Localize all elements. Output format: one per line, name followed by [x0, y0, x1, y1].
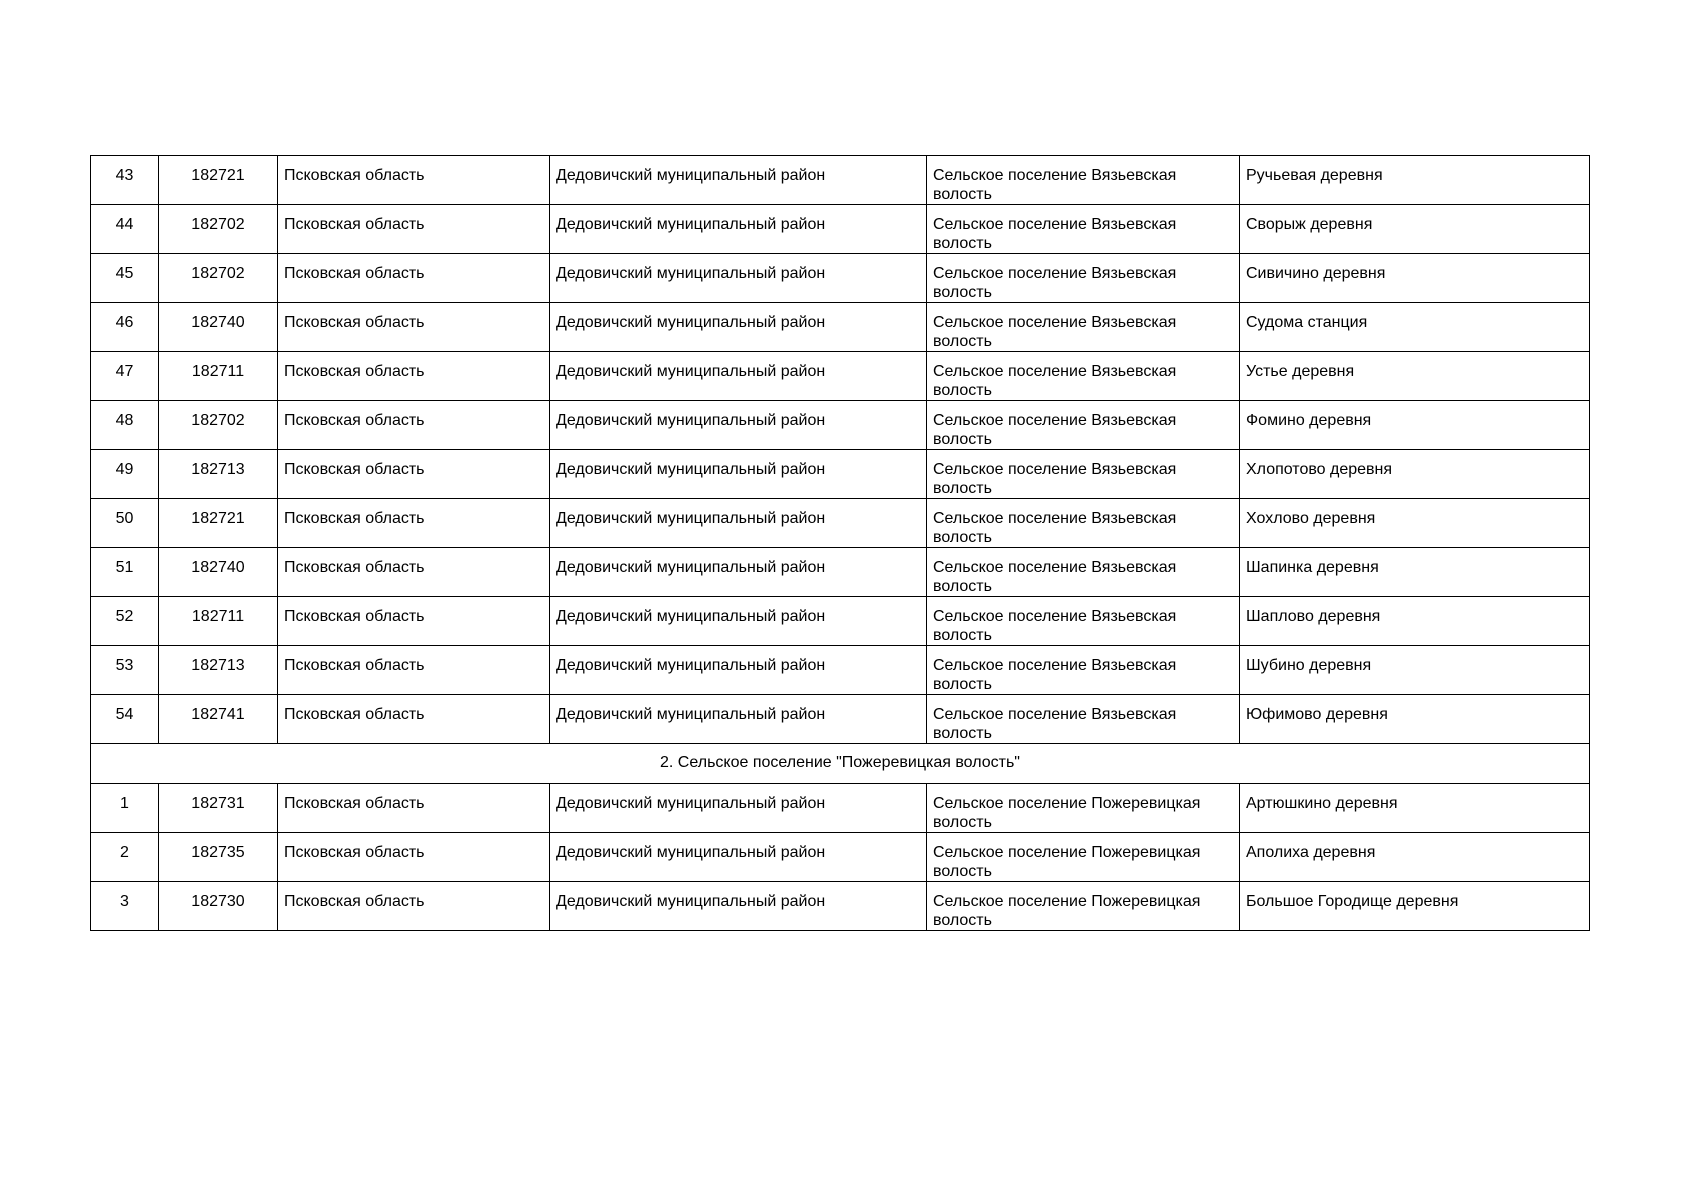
- row-number: 1: [91, 784, 159, 833]
- postal-code: 182711: [159, 597, 278, 646]
- district-cell: Дедовичский муниципальный район: [550, 597, 927, 646]
- region-cell: Псковская область: [278, 303, 550, 352]
- settlement-cell: Сельское поселение Вязьевская волость: [927, 254, 1240, 303]
- table-row: [91, 352, 1590, 401]
- locality-cell: Аполиха деревня: [1240, 833, 1590, 882]
- row-number: 51: [91, 548, 159, 597]
- settlement-cell: Сельское поселение Вязьевская волость: [927, 499, 1240, 548]
- settlement-cell: Сельское поселение Вязьевская волость: [927, 205, 1240, 254]
- region-cell: Псковская область: [278, 450, 550, 499]
- locality-cell: Большое Городище деревня: [1240, 882, 1590, 931]
- postal-code: 182713: [159, 646, 278, 695]
- table-body-part2: [91, 784, 1590, 931]
- table-row: [91, 833, 1590, 882]
- postal-code: 182713: [159, 450, 278, 499]
- settlement-cell: Сельское поселение Вязьевская волость: [927, 548, 1240, 597]
- postal-code: 182741: [159, 695, 278, 744]
- table-row: [91, 695, 1590, 744]
- region-cell: Псковская область: [278, 882, 550, 931]
- district-cell: Дедовичский муниципальный район: [550, 303, 927, 352]
- table-row: [91, 254, 1590, 303]
- postal-code: 182702: [159, 254, 278, 303]
- locality-cell: Шаплово деревня: [1240, 597, 1590, 646]
- table-row: [91, 597, 1590, 646]
- district-cell: Дедовичский муниципальный район: [550, 401, 927, 450]
- row-number: 2: [91, 833, 159, 882]
- region-cell: Псковская область: [278, 352, 550, 401]
- region-cell: Псковская область: [278, 695, 550, 744]
- settlement-cell: Сельское поселение Вязьевская волость: [927, 303, 1240, 352]
- table-row: [91, 882, 1590, 931]
- table-row: [91, 303, 1590, 352]
- row-number: 3: [91, 882, 159, 931]
- settlement-cell: Сельское поселение Вязьевская волость: [927, 450, 1240, 499]
- region-cell: Псковская область: [278, 205, 550, 254]
- district-cell: Дедовичский муниципальный район: [550, 784, 927, 833]
- settlement-cell: Сельское поселение Вязьевская волость: [927, 401, 1240, 450]
- postal-code: 182721: [159, 499, 278, 548]
- district-cell: Дедовичский муниципальный район: [550, 352, 927, 401]
- settlement-cell: Сельское поселение Вязьевская волость: [927, 156, 1240, 205]
- settlement-cell: Сельское поселение Вязьевская волость: [927, 646, 1240, 695]
- region-cell: Псковская область: [278, 401, 550, 450]
- table-row: [91, 548, 1590, 597]
- locality-cell: Судома станция: [1240, 303, 1590, 352]
- table-row: [91, 156, 1590, 205]
- locality-cell: Шубино деревня: [1240, 646, 1590, 695]
- district-cell: Дедовичский муниципальный район: [550, 833, 927, 882]
- row-number: 43: [91, 156, 159, 205]
- district-cell: Дедовичский муниципальный район: [550, 499, 927, 548]
- locality-table: [90, 155, 1590, 931]
- postal-code: 182721: [159, 156, 278, 205]
- postal-code: 182730: [159, 882, 278, 931]
- locality-cell: Сивичино деревня: [1240, 254, 1590, 303]
- locality-cell: Фомино деревня: [1240, 401, 1590, 450]
- table-body-part1: [91, 156, 1590, 744]
- postal-code: 182711: [159, 352, 278, 401]
- region-cell: Псковская область: [278, 597, 550, 646]
- locality-cell: Устье деревня: [1240, 352, 1590, 401]
- section-row: [91, 744, 1590, 784]
- locality-cell: Ручьевая деревня: [1240, 156, 1590, 205]
- region-cell: Псковская область: [278, 784, 550, 833]
- row-number: 46: [91, 303, 159, 352]
- settlement-cell: Сельское поселение Вязьевская волость: [927, 597, 1240, 646]
- table-row: [91, 784, 1590, 833]
- table-row: [91, 401, 1590, 450]
- settlement-cell: Сельское поселение Пожеревицкая волость: [927, 882, 1240, 931]
- postal-code: 182740: [159, 303, 278, 352]
- locality-cell: Хохлово деревня: [1240, 499, 1590, 548]
- region-cell: Псковская область: [278, 548, 550, 597]
- locality-cell: Юфимово деревня: [1240, 695, 1590, 744]
- section-row-group: [91, 744, 1590, 784]
- row-number: 49: [91, 450, 159, 499]
- postal-code: 182735: [159, 833, 278, 882]
- row-number: 50: [91, 499, 159, 548]
- district-cell: Дедовичский муниципальный район: [550, 695, 927, 744]
- row-number: 54: [91, 695, 159, 744]
- district-cell: Дедовичский муниципальный район: [550, 646, 927, 695]
- settlement-cell: Сельское поселение Пожеревицкая волость: [927, 784, 1240, 833]
- district-cell: Дедовичский муниципальный район: [550, 882, 927, 931]
- row-number: 47: [91, 352, 159, 401]
- district-cell: Дедовичский муниципальный район: [550, 548, 927, 597]
- postal-code: 182740: [159, 548, 278, 597]
- locality-cell: Хлопотово деревня: [1240, 450, 1590, 499]
- district-cell: Дедовичский муниципальный район: [550, 156, 927, 205]
- region-cell: Псковская область: [278, 499, 550, 548]
- settlement-cell: Сельское поселение Пожеревицкая волость: [927, 833, 1240, 882]
- region-cell: Псковская область: [278, 646, 550, 695]
- row-number: 48: [91, 401, 159, 450]
- locality-cell: Шапинка деревня: [1240, 548, 1590, 597]
- region-cell: Псковская область: [278, 156, 550, 205]
- table-row: [91, 499, 1590, 548]
- postal-code: 182702: [159, 401, 278, 450]
- table-row: [91, 646, 1590, 695]
- region-cell: Псковская область: [278, 833, 550, 882]
- settlement-cell: Сельское поселение Вязьевская волость: [927, 695, 1240, 744]
- district-cell: Дедовичский муниципальный район: [550, 205, 927, 254]
- locality-cell: Сворыж деревня: [1240, 205, 1590, 254]
- row-number: 53: [91, 646, 159, 695]
- region-cell: Псковская область: [278, 254, 550, 303]
- row-number: 44: [91, 205, 159, 254]
- row-number: 52: [91, 597, 159, 646]
- settlement-cell: Сельское поселение Вязьевская волость: [927, 352, 1240, 401]
- postal-code: 182731: [159, 784, 278, 833]
- district-cell: Дедовичский муниципальный район: [550, 254, 927, 303]
- postal-code: 182702: [159, 205, 278, 254]
- row-number: 45: [91, 254, 159, 303]
- district-cell: Дедовичский муниципальный район: [550, 450, 927, 499]
- locality-cell: Артюшкино деревня: [1240, 784, 1590, 833]
- table-row: [91, 205, 1590, 254]
- table-row: [91, 450, 1590, 499]
- section-heading: 2. Сельское поселение "Пожеревицкая волость": [91, 744, 1590, 784]
